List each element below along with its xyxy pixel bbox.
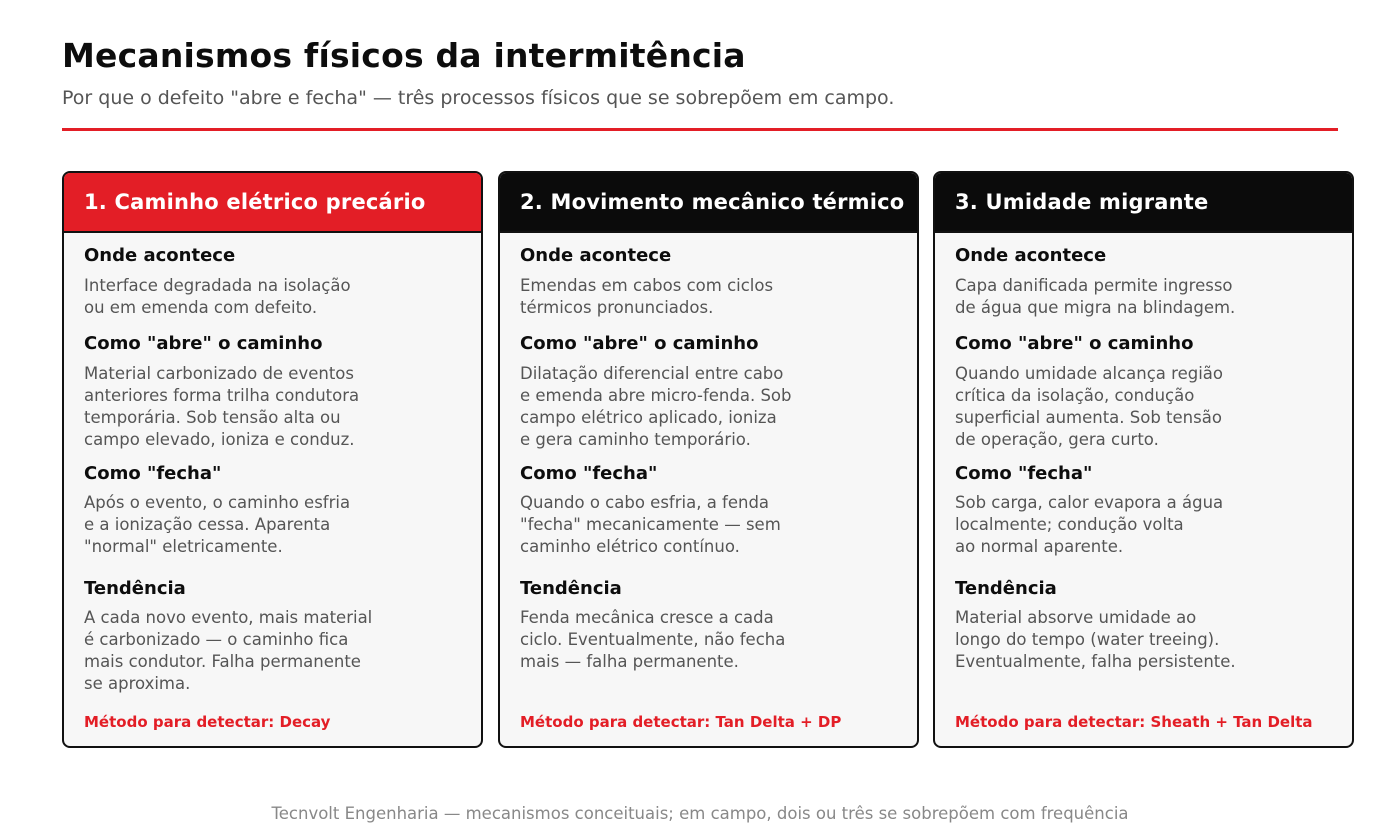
section-heading: Tendência	[520, 578, 622, 599]
card-body	[500, 233, 917, 744]
section-heading: Como "abre" o caminho	[84, 333, 323, 354]
section-heading: Como "abre" o caminho	[520, 333, 759, 354]
section-text: Dilatação diferencial entre cabo e emenda abre micro-fenda. Sob campo elétrico aplicado, ioniza e gera caminho temporário.	[520, 364, 792, 449]
section-heading: Como "abre" o caminho	[955, 333, 1194, 354]
section-text: Quando umidade alcança região crítica da isolação, condução superficial aumenta. Sob tensão de operação, gera curto.	[955, 364, 1223, 449]
section-heading: Tendência	[955, 578, 1057, 599]
detection-method: Método para detectar: Sheath + Tan Delta	[955, 713, 1313, 731]
page-title: Mecanismos físicos da intermitência	[62, 36, 746, 75]
mechanism-cards	[62, 171, 1354, 747]
section-heading: Tendência	[84, 578, 186, 599]
section-text: Quando o cabo esfria, a fenda "fecha" mecanicamente — sem caminho elétrico contínuo.	[520, 493, 781, 556]
section-heading: Onde acontece	[955, 245, 1107, 266]
section-heading: Onde acontece	[84, 245, 236, 266]
section-heading: Como "fecha"	[955, 463, 1093, 484]
section-text: Após o evento, o caminho esfria e a ionização cessa. Aparenta "normal" eletricamente.	[84, 493, 351, 556]
section-text: Material carbonizado de eventos anteriores forma trilha condutora temporária. Sob tensão alta ou campo elevado, ioniza e conduz.	[84, 364, 360, 449]
card-title: 2. Movimento mecânico térmico	[500, 173, 917, 233]
mechanism-card-3	[933, 171, 1354, 748]
card-body	[64, 233, 481, 744]
mechanism-card-2	[498, 171, 919, 748]
section-text: Sob carga, calor evapora a água localmente; condução volta ao normal aparente.	[955, 493, 1224, 556]
detection-method: Método para detectar: Decay	[84, 713, 331, 731]
card-body	[935, 233, 1352, 744]
mechanism-card-1	[62, 171, 483, 748]
footer-note: Tecnvolt Engenharia — mecanismos conceituais; em campo, dois ou três se sobrepõem com frequência	[271, 804, 1129, 823]
section-heading: Como "fecha"	[520, 463, 658, 484]
section-heading: Onde acontece	[520, 245, 672, 266]
section-text: Material absorve umidade ao longo do tempo (water treeing). Eventualmente, falha persistente.	[955, 608, 1236, 671]
section-text: Capa danificada permite ingresso de água que migra na blindagem.	[955, 276, 1236, 317]
section-heading: Como "fecha"	[84, 463, 222, 484]
header-divider	[62, 128, 1338, 131]
detection-method: Método para detectar: Tan Delta + DP	[520, 713, 842, 731]
section-text: Emendas em cabos com ciclos térmicos pronunciados.	[520, 276, 774, 317]
section-text: Fenda mecânica cresce a cada ciclo. Eventualmente, não fecha mais — falha permanente.	[520, 608, 786, 671]
page-subtitle: Por que o defeito "abre e fecha" — três processos físicos que se sobrepõem em campo.	[62, 87, 895, 109]
header	[62, 36, 1338, 110]
section-text: A cada novo evento, mais material é carbonizado — o caminho fica mais condutor. Falha permanente se aproxima.	[84, 608, 373, 693]
card-title: 1. Caminho elétrico precário	[64, 173, 481, 233]
section-text: Interface degradada na isolação ou em emenda com defeito.	[84, 276, 351, 317]
card-title: 3. Umidade migrante	[935, 173, 1352, 233]
